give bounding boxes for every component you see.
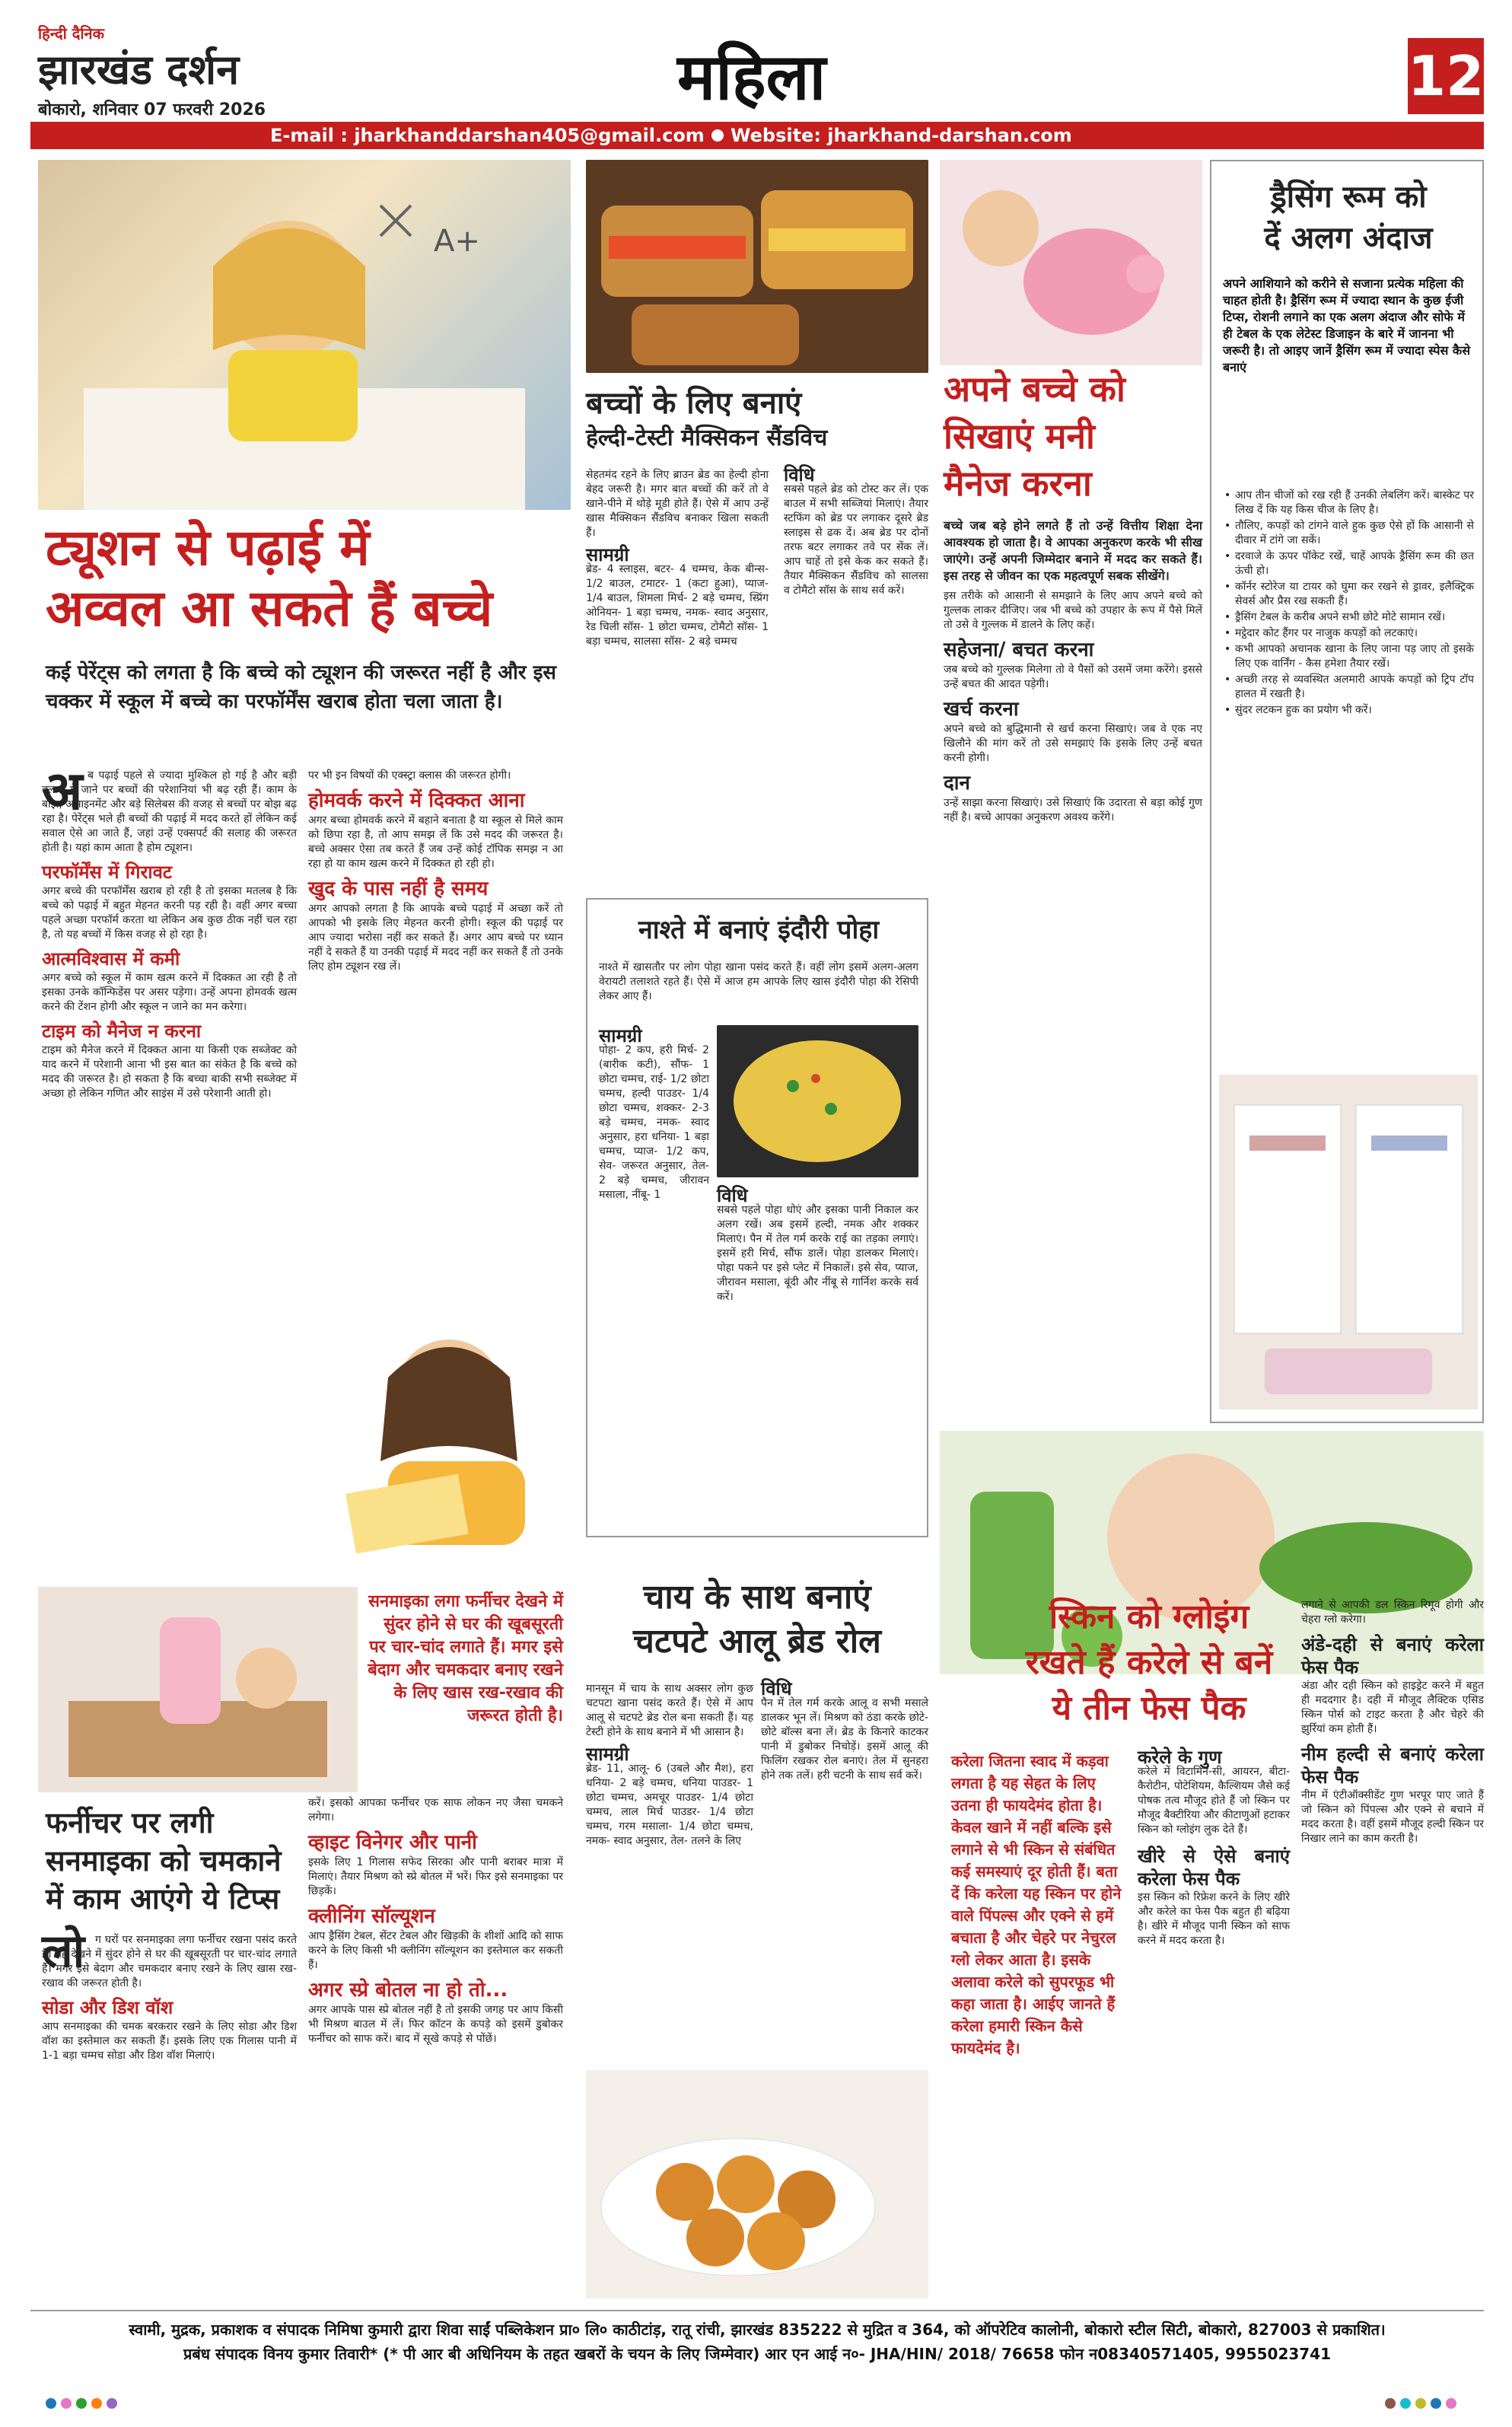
text-neem: नीम में एंटीऑक्सीडेंट गुण भरपूर पाए जाते हैं जो स्किन को पिंपल्स और एक्ने से बचाने में मदद करता है। वहीं इसमें मौजूद हल्दी स्किन पर निखार लाने का काम करती है। (1301, 1789, 1484, 1845)
heading-benefits: करेले के गुण (1138, 1747, 1222, 1768)
heading-egg: अंडे-दही से बनाएं करेला फेस पैक (1301, 1634, 1484, 1678)
poha-title: नाश्ते में बनाएं इंदौरी पोहा (638, 915, 880, 945)
dressing-lead: अपने आशियाने को करीने से सजाना प्रत्येक महिला की चाहत होती है। ड्रैसिंग रूम में ज्यादा स्थान के कुछ ईजी टिप्स, रोशनी लगाने का एक अलग अंदाज और सोफे में ही टेबल के एक लेटेस्ट डिजाइन के बारे में जानना भी जरूरी है। तो आइए जानें ड्रैसिंग रूम में ज्यादा स्पेस कैसे बनाएं (1223, 276, 1471, 374)
text-confidence: अगर बच्चे को स्कूल में काम खत्म करने में दिक्कत आ रही है तो इसका उनके कॉन्फिडेंस पर असर पड़ेगा। उन्हें अपना होमवर्क खत्म करने की टेंशन होगी और स्कूल न जाने का मन करेगा। (42, 972, 297, 1013)
bread-roll-photo (586, 2070, 928, 2298)
dressing-room-photo (1219, 1075, 1478, 1409)
furniture-sidebar: सनमाइका लगा फर्नीचर देखने में सुंदर होने से घर की खूबसूरती पर चार-चांद लगाते हैं। मगर इसे बेदाग और चमकदार बनाए रखने के लिए खास रख-रखाव की जरूरत होती है। (368, 1592, 563, 1725)
aloo-intro: मानसून में चाय के साथ अक्सर लोग कुछ चटपटा खाना पसंद करते हैं। ऐसे में आप आलू से चटपटे ब्रेड रोल बना सकती हैं। यह टेस्टी होने के साथ बनाने में भी आसान है। (586, 1683, 753, 1738)
heading-kheera: खीरे से ऐसे बनाएं करेला फेस पैक (1138, 1846, 1290, 1890)
paper-name[interactable]: झारखंड दर्शन (38, 46, 240, 94)
aloo-col2 (761, 1678, 928, 2062)
money-p1: इस तरीके को आसानी से समझाने के लिए आप अपने बच्चे को गुल्लक लाकर दीजिए। जब भी बच्चे को उपहार के रूप में पैसे मिलें तो उसे वे गुल्लक में डालने के लिए कहें। (944, 590, 1202, 631)
email-link[interactable]: E-mail : jharkhanddarshan405@gmail.com (270, 125, 705, 146)
poha-ingredients: पोहा- 2 कप, हरी मिर्च- 2 (बारीक कटी), सौंफ- 1 छोटा चम्मच, राई- 1/2 छोटा चम्मच, हल्दी पाउडर- 1/4 छोटा चम्मच, शक्कर- 2-3 बड़े चम्मच, नमक- स्वाद अनुसार, हरा धनिया- 1 बड़ा चम्मच, प्याज- 1/2 कप, सेव- जरूरत अनुसार, तेल- 2 बड़े चम्मच, जीरावन मसाला, नींबू- 1 (599, 1044, 709, 1201)
footer-imprint: स्वामी, मुद्रक, प्रकाशक व संपादक निमिषा कुमारी द्वारा शिवा साईं पब्लिकेशन प्रा० लि० काठीटांड़, रातू रांची, झारखंड 835222 से मुद्रित व 364, को ऑपरेटिव कालोनी, बोकारो स्टील सिटी, बोकारो, 827003 से प्रकाशित। (129, 2320, 1386, 2339)
dressing-tip: • तौलिए, कपड़ों को टांगने वाले हुक कुछ ऐसे हों कि आसानी से दीवार में टांगे जा सकें। (1223, 519, 1474, 548)
dressing-tips (1223, 489, 1474, 719)
money-title-line2: सिखाएं मनी (944, 416, 1095, 457)
poha-col1 (599, 1025, 709, 1531)
color-dot (1400, 2398, 1411, 2409)
karela-col3-text: लगाने से आपकी डल स्किन रिमूव होगी और चेहरा ग्लो करेगा। (1301, 1599, 1484, 1626)
dressing-title-line1: ड्रैसिंग रूम को (1270, 180, 1427, 215)
karela-col2 (1138, 1747, 1290, 2298)
furniture-drop-cap: लो (42, 1925, 85, 1978)
dot-separator (711, 129, 724, 142)
money-title-line3: मैनेज करना (944, 463, 1092, 504)
color-dot (61, 2398, 72, 2409)
color-dot (1385, 2398, 1396, 2409)
color-dot (91, 2398, 102, 2409)
sandwich-col2 (784, 464, 928, 894)
color-dot (46, 2398, 56, 2409)
sandwich-title-line1: बच्चों के लिए बनाएं (586, 386, 802, 421)
heading-spray: अगर स्प्रे बोतल ना हो तो... (308, 1979, 508, 2002)
furniture-photo (38, 1587, 358, 1792)
drop-cap: अ (42, 760, 83, 822)
dressing-title (1219, 177, 1478, 259)
masthead (30, 15, 1484, 122)
heading-give: दान (944, 772, 970, 795)
color-dot (1446, 2398, 1456, 2409)
poha-photo (717, 1025, 918, 1177)
sandwich-ingredients-heading: सामग्री (586, 544, 629, 565)
sandwich-intro: सेहतमंद रहने के लिए ब्राउन ब्रेड का हेल्दी होना बेहद जरूरी है। मगर बात बच्चों की करें तो वे खाने-पीने में थोड़े मूडी होते हैं। ऐसे में आप उन्हें खास मैक्सिकन सैंडविच बनाकर खिला सकती हैं। (586, 469, 769, 539)
text-cleaning: आप ड्रैसिंग टेबल, सेंटर टेबल और खिड़की के शीशों आदि को साफ करने के लिए किसी भी क्लीनिंग सॉल्यूशन का इस्तेमाल कर सकती हैं। (308, 1930, 563, 1971)
money-title-line1: अपने बच्चे को (944, 368, 1125, 409)
aloo-ingredients-heading: सामग्री (586, 1744, 629, 1765)
footer-divider (30, 2310, 1484, 2311)
contact-bar (30, 122, 1484, 149)
aloo-title (586, 1575, 928, 1664)
karela-title-line3: ये तीन फेस पैक (1052, 1689, 1246, 1728)
piggy-bank-photo (940, 160, 1202, 365)
dressing-tip: • कभी आपको अचानक खाना के लिए जाना पड़ जाए तो इसके लिए एक वार्निंग - कैस हमेशा तैयार रखें। (1223, 642, 1474, 671)
aloo-method-heading: विधि (761, 1678, 792, 1699)
aloo-title-line1: चाय के साथ बनाएं (643, 1578, 871, 1616)
poha-box (586, 898, 928, 1537)
color-dot (1415, 2398, 1426, 2409)
text-kheera: इस स्किन को रिफ्रेश करने के लिए खीरे और करेले का फेस पैक बहुत ही बढ़िया है। खीरे में मौजूद पानी स्किन को साफ करने में मदद करता है। (1138, 1891, 1290, 1947)
aloo-col1 (586, 1682, 753, 2062)
sandwich-col1 (586, 468, 769, 894)
girl-writing-illustration (38, 160, 571, 510)
karela-lead: करेला जितना स्वाद में कड़वा लगता है यह सेहत के लिए उतना ही फायदेमंद होता है। केवल खाने में नहीं बल्कि इसे लगाने से भी स्किन से संबंधित कई समस्याएं दूर होती हैं। बता दें कि करेला यह स्किन पर होने वाले पिंपल्स और एक्ने से हमें बचाता है और चेहरे पर नेचुरल ग्लो लेकर आता है। इसके अलावा करेले को सुपरफूड भी कहा जाता है। आईए जानते हैं करेला हमारी स्किन कैसे फायदेमंद है। (951, 1752, 1122, 2057)
masthead-tagline: हिन्दी दैनिक (38, 24, 105, 43)
heading-spend: खर्च करना (944, 698, 1019, 721)
tuition-title-line1: ट्यूशन से पढ़ाई में (46, 518, 370, 577)
text-soda: आप सनमाइका की चमक बरकरार रखने के लिए सोडा और डिश वॉश का इस्तेमाल कर सकती हैं। इसके लिए एक गिलास पानी में 1-1 बड़ा चम्मच सोडा और डिश वॉश मिलाएं। (42, 2021, 297, 2062)
heading-performance: परफॉर्मेंस में गिरावट (42, 862, 173, 883)
aloo-method: पैन में तेल गर्म करके आलू व सभी मसाले डालकर भून लें। मिश्रण को ठंडा करके छोटे-छोटे बॉल्स बना लें। ब्रेड के किनारे काटकर पानी में डुबोकर निचोड़ें। इसमें आलू की फिलिंग रखकर रोल बनाएं। तेल में सुनहरा होने तक तलें। हरी चटनी के साथ सर्व करें। (761, 1697, 928, 1782)
money-lead: बच्चे जब बड़े होने लगते हैं तो उन्हें वित्तीय शिक्षा देना आवश्यक हो जाता है। वे आपका अनुकरण करके भी सीख जाएंगे। उन्हें अपनी जिम्मेदार बनाने में मदद कर सकते हैं। इस तरह से जीवन का एक महत्वपूर्ण सबक सीखेंगे। (944, 518, 1202, 583)
text-self-time: अगर आपको लगता है कि आपके बच्चे पढ़ाई में अच्छा करें तो आपको भी इसके लिए मेहनत करनी होगी। स्कूल की पढ़ाई पर आप ज्यादा भरोसा नहीं कर सकते हैं। अगर आप बच्चे पर ध्यान नहीं दे सकते हैं या उनकी पढ़ाई में मदद नहीं कर सकते हैं तो उनके लिए होम ट्यूशन रख लें। (308, 903, 563, 973)
section-title: महिला (677, 40, 826, 114)
dressing-tip: • सुंदर लटकन हुक का प्रयोग भी करें। (1223, 703, 1474, 718)
tuition-col1 (42, 760, 297, 1530)
sandwich-method: सबसे पहले ब्रेड को टोस्ट कर लें। एक बाउल में सभी सब्जियां मिलाएं। तैयार स्टफिंग को ब्रेड पर लगाकर दूसरे ब्रेड स्लाइस से ढक दें। अब ब्रेड पर दोनों तरफ बटर लगाकर तवे पर सेंक लें। आप चाहें तो इसे केक कर सकते हैं। तैयार मैक्सिकन सैंडविच को सालसा व टोमैटो सॉस के साथ सर्व करें। (784, 483, 928, 597)
furniture-title-line2: सनमाइका को चमकाने (46, 1844, 282, 1878)
website-link[interactable]: Website: jharkhand-darshan.com (731, 125, 1072, 146)
poha-plate-illustration (717, 1025, 918, 1177)
text-homework: अगर बच्चा होमवर्क करने में बहाने बनाता है या स्कूल से मिले काम को छिपा रहा है, तो आप समझ लें कि उसे मदद की जरूरत है। बच्चे अक्सर ऐसा तब करते हैं जब उन्हें कोई टॉपिक समझ न आ रहा हो या काम खत्म करने में दिक्कत हो रही हो। (308, 814, 563, 870)
dressing-box (1210, 160, 1484, 1423)
svg-text:A+: A+ (434, 224, 480, 259)
heading-neem: नीम हल्दी से बनाएं करेला फेस पैक (1301, 1744, 1484, 1788)
text-vinegar: इसके लिए 1 गिलास सफेद सिरका और पानी बराबर मात्रा में मिलाएं। तैयार मिश्रण को स्प्रे बोतल में भरें। फिर इसे सनमाइका पर छिड़कें। (308, 1856, 563, 1897)
tuition-photo (38, 160, 571, 510)
text-benefits: करेले में विटामिन-सी, आयरन, बीटा-कैरोटीन, पोटेशियम, कैल्शियम जैसे कई पोषक तत्व मौजूद होते हैं जो स्किन पर मौजूद बैक्टीरिया और कीटाणुओं हटाकर स्किन को ग्लोइंग लुक देते हैं। (1138, 1766, 1290, 1836)
dressing-tip: • अच्छी तरह से व्यवस्थित अलमारी आपके कपड़ों को ट्रिप टॉप हालत में रखती है। (1223, 673, 1474, 702)
karela-col3 (1301, 1598, 1484, 2298)
furniture-col1 (42, 1925, 297, 2298)
poha-intro: नाश्ते में खासतौर पर लोग पोहा खाना पसंद करते हैं। वहीं लोग इसमें अलग-अलग वेरायटी तलाशते रहते हैं। ऐसे में आज हम आपके लिए खास इंदौरी पोहा की रेसिपी लेकर आए हैं। (599, 961, 918, 1002)
heading-vinegar: व्हाइट विनेगर और पानी (308, 1831, 477, 1854)
color-dots-right (1385, 2397, 1461, 2412)
polishing-illustration (38, 1587, 358, 1792)
piggy-bank-illustration (940, 160, 1202, 365)
heading-time: टाइम को मैनेज न करना (42, 1021, 202, 1042)
dressing-title-line2: दें अलग अंदाज (1264, 221, 1433, 256)
tuition-lead: कई पेरेंट्स को लगता है कि बच्चे को ट्यूशन की जरूरत नहीं है और इस चक्कर में स्कूल में बच्चे का परफॉर्मेंस खराब होता चला जाता है। (46, 661, 556, 713)
dressing-tip: • मट्ठेदार कोट हैंगर पर नाजुक कपड़ों को लटकाएं। (1223, 626, 1474, 641)
tuition-intro: ब पढ़ाई पहले से ज्यादा मुश्किल हो गई है और बड़ी क्लास में जाने पर बच्चों की परेशानियां भी बढ़ रही हैं। काम के बोझ, असाइनमेंट और बड़े सिलेबस की वजह से बच्चों पर बोझ बढ़ रहा है। पेरेंट्स भले ही बच्चों की पढ़ाई में मदद करते हों लेकिन कई सवाल ऐसे आ जाते हैं, जहां उन्हें एक्सपर्ट की सलाह की जरूरत होती है। यहां काम आता है होम ट्यूशन। (42, 769, 297, 854)
heading-soda: सोडा और डिश वॉश (42, 1997, 173, 2018)
sandwich-photo (586, 160, 928, 373)
tuition-col2-text: पर भी इन विषयों की एक्स्ट्रा क्लास की जरूरत होगी। (308, 769, 511, 782)
furniture-title-line1: फर्नीचर पर लगी (46, 1806, 214, 1839)
heading-self-time: खुद के पास नहीं है समय (308, 877, 489, 900)
girl-reading-illustration (320, 1309, 571, 1560)
tuition-col2 (308, 769, 563, 1317)
dressing-tip: • ड्रैसिंग टेबल के करीब अपने सभी छोटे मोटे सामान रखें। (1223, 610, 1474, 625)
poha-method-heading: विधि (717, 1185, 748, 1206)
text-performance: अगर बच्चे की परफॉर्मेंस खराब हो रही है तो इसका मतलब है कि बच्चे को पढ़ाई में बहुत मेहनत करनी पड़ रही है। वहीं अगर बच्चा पहले अच्छा परफॉर्म करता था लेकिन अब कुछ ठीक नहीं चल रहा है, तो यह बच्चों में किस वजह से हो रहा है। (42, 885, 297, 941)
color-dot (1431, 2398, 1441, 2409)
aloo-title-line2: चटपटे आलू ब्रेड रोल (633, 1622, 881, 1661)
footer (30, 2317, 1484, 2366)
dressing-tip: • आप तीन चीजों को रख रही हैं उनकी लेबलिंग करें। बास्केट पर लिख दें कि यह किस चीज के लिए है। (1223, 489, 1474, 518)
dressing-tip: • कॉर्नर स्टोरेज या टायर को घुमा कर रखने से ड्रावर, इलैक्ट्रिक सेवर्स और प्रैस रख सकती हैं। (1223, 580, 1474, 609)
furniture-intro: ग घरों पर सनमाइका लगा फर्नीचर रखना पसंद करते हैं। यह देखने में सुंदर होने से घर की खूबसूरती पर चार-चांद लगाते हैं। मगर इसे बेदाग और चमकदार बनाए रखने के लिए खास रख-रखाव की जरूरत होती है। (42, 1934, 297, 1989)
aloo-ingredients: ब्रेड- 11, आलू- 6 (उबले और मैश), हरा धनिया- 2 बड़े चम्मच, धनिया पाउडर- 1 छोटा चम्मच, अमचूर पाउडर- 1/4 छोटा चम्मच, लाल मिर्च पाउडर- 1/4 छोटा चम्मच, गरम मसाला- 1/4 छोटा चम्मच, नमक- स्वाद अनुसार, तेल- तलने के लिए (586, 1763, 753, 1847)
page-number: 12 (1408, 38, 1484, 114)
furniture-col2-text: करें। इसको आपका फर्नीचर एक साफ लोकन नए जैसा चमकने लगेगा। (308, 1797, 563, 1823)
text-spray: अगर आपके पास स्प्रे बोतल नहीं है तो इसकी जगह पर आप किसी भी मिश्रण बाउल में लें। फिर कॉटन के कपड़े को इसमें डुबोकर फर्नीचर को साफ करें। बाद में सूखे कपड़े से पोंछें। (308, 2004, 563, 2045)
girl-reading-photo (320, 1309, 571, 1560)
color-dot (76, 2398, 87, 2409)
money-body (944, 518, 1202, 1537)
color-dots-left (46, 2397, 122, 2412)
tuition-title (46, 518, 571, 639)
bread-roll-illustration (586, 2070, 928, 2298)
dateline: बोकारो, शनिवार 07 फरवरी 2026 (38, 100, 266, 119)
heading-confidence: आत्मविश्वास में कमी (42, 948, 180, 970)
karela-title-line1: स्किन को ग्लोइंग (1049, 1597, 1249, 1636)
heading-save: सहेजना/ बचत करना (944, 639, 1094, 661)
text-egg: अंडा और दही स्किन को हाइड्रेट करने में बहुत ही मददगार है। दही में मौजूद लैक्टिक एसिड स्किन पोर्स को टाइट करता है और चेहरे की झुर्रियां कम होती हैं। (1301, 1680, 1484, 1735)
heading-homework: होमवर्क करने में दिक्कत आना (308, 789, 525, 812)
money-title (944, 365, 1202, 507)
poha-col2 (717, 1185, 918, 1531)
heading-cleaning: क्लीनिंग सॉल्यूशन (308, 1905, 435, 1928)
sandwich-title-line2: हेल्दी-टेस्टी मैक्सिकन सैंडविच (586, 425, 828, 451)
sandwich-method-heading: विधि (784, 464, 815, 486)
dressing-tip: • दरवाजे के ऊपर पॉकेट रखें, चाहें आपके ड्रैसिंग रूम की छत ऊंची हो। (1223, 549, 1474, 578)
text-save: जब बच्चे को गुल्लक मिलेगा तो वे पैसों को उसमें जमा करेंगे। इससे उन्हें बचत की आदत पड़ेगी। (944, 664, 1202, 690)
closet-illustration (1219, 1075, 1478, 1409)
sandwich-illustration (586, 160, 928, 373)
text-spend: अपने बच्चे को बुद्धिमानी से खर्च करना सिखाएं। जब वे एक नए खिलौने की मांग करें तो उसे समझाएं कि इसके लिए उन्हें बचत करनी होगी। (944, 723, 1202, 764)
karela-title (951, 1594, 1347, 1731)
sandwich-title (586, 384, 928, 454)
poha-method: सबसे पहले पोहा धोएं और इसका पानी निकाल कर अलग रखें। अब इसमें हल्दी, नमक और शक्कर मिलाएं। पैन में तेल गर्म करके राई का तड़का लगाएं। इसमें हरी मिर्च, सौंफ डालें। पोहा डालकर मिलाएं। पोहा पकने पर इसे प्लेट में निकालें। इसे सेव, प्याज, जीरावन मसाला, बूंदी और नींबू से गार्निश करके सर्व करें। (717, 1204, 918, 1303)
karela-title-line2: रखते हैं करेले से बनें (1025, 1643, 1273, 1682)
footer-editor: प्रबंध संपादक विनय कुमार तिवारी* (* पी आर बी अधिनियम के तहत खबरों के चयन के लिए जिम्मेवार) आर एन आई न०- JHA/HIN/ 2018/ 76658 फोन न08340571405, 9955023741 (183, 2345, 1332, 2363)
furniture-title-line3: में काम आएंगे ये टिप्स (46, 1882, 280, 1916)
tuition-title-line2: अव्वल आ सकते हैं बच्चे (46, 579, 493, 638)
text-give: उन्हें साझा करना सिखाएं। उसे सिखाएं कि उदारता से बड़ा कोई गुण नहीं है। बच्चे आपका अनुकरण अवश्य करेंगे। (944, 797, 1202, 823)
poha-ingredients-heading: सामग्री (599, 1025, 642, 1046)
color-dot (107, 2398, 117, 2409)
sandwich-ingredients: ब्रेड- 4 स्लाइस, बटर- 4 चम्मच, केक बीन्स- 1/2 बाउल, टमाटर- 1 (कटा हुआ), प्याज- 1/4 बाउल, शिमला मिर्च- 2 बड़े चम्मच, स्प्रिंग ओनियन- 1 बड़ा चम्मच, नमक- स्वाद अनुसार, रेड चिली सॉस- 1 छोटा चम्मच, टोमैटो सॉस- 1 बड़ा चम्मच, सालसा सॉस- 2 बड़े चम्मच (586, 563, 769, 648)
text-time: टाइम को मैनेज करने में दिक्कत आना या किसी एक सब्जेक्ट को याद करने में परेशानी आना भी इस बात का संकेत है कि बच्चे को मदद की जरूरत है। हो सकता है कि बच्चा बाकी सभी सब्जेक्ट में अच्छा हो लेकिन गणित और साइंस में उसे परेशानी आती हो। (42, 1044, 297, 1100)
furniture-col2 (308, 1796, 563, 2298)
